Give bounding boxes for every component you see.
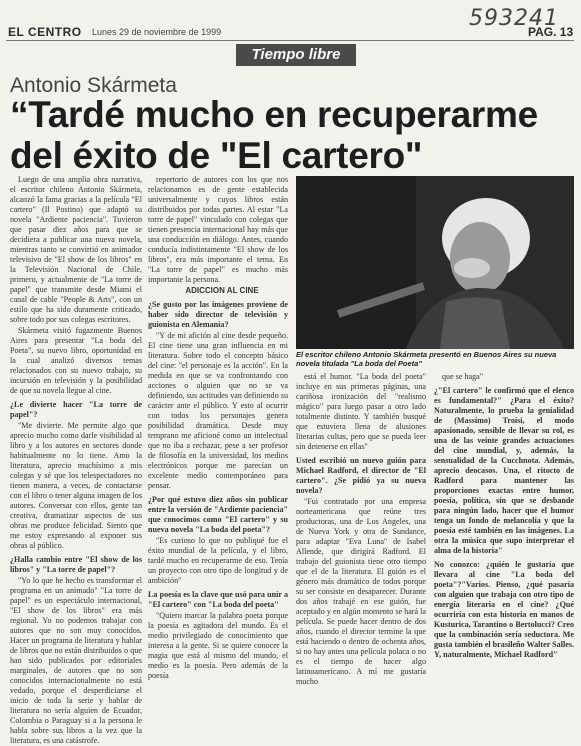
- article-column-4: [434, 372, 574, 659]
- article-column-1: [10, 175, 142, 745]
- author-portrait-illustration: [296, 176, 574, 349]
- paragraph: "Fui contratado por una empresa norteamericana que reúne tres productoras, una de Los Angeles, una de Nueva York y otra de Sundance, para adaptar "Eva Luna" de Isabel Allende, que dirigirá Radford. El trabajo del guionista tiene otro tiempo que el de la literatura. El guión es el género más dramático de todos porque su ser consiste en desaparecer. Durante dos años trabajé en ese guión, fue aceptado y en algún momento se hará la película. Se puede hacer dentro de dos años, cuando el director termine la que está haciendo o dentro de ochenta años, si no hay antes una película polaca o no es el tiempo de hacer algo latinoamericano. A mí me gustaría mucho: [296, 497, 426, 686]
- photo-caption: El escritor chileno Antonio Skármeta presentó en Buenos Aires su nueva novela titulada "La boda del Poeta": [296, 350, 557, 368]
- paragraph: "Quiero marcar la palabra poeta porque la poesía es agitadora del mundo. Es el medio privilegiado de conocimiento que interesa a la gente. Si se quiere conocer la magia que está al mismo del mundo, el medio es la poesía. Pero además de la poesía: [148, 611, 288, 680]
- subheading: ADICCION AL CINE: [185, 286, 259, 295]
- interview-question: Usted escribió un nuevo guión para Michael Radford, el director de "El cartero". ¿Se pidió ya su nueva novela?: [296, 456, 426, 495]
- interview-question: ¿Por qué estuvo diez años sin publicar entre la versión de "Ardiente paciencia" que conocimos como "El cartero" y su nueva novela "La boda del poeta"?: [148, 495, 288, 534]
- paragraph: "Yo lo que he hecho es transformar el programa en un animado" "La torre de papel" es un espectáculo internacional, "El show de los libros" era más regional. Yo no podemos trabajar con autores que no son muy conocidos. Hacer un programa de literatura y hablar de libros que no están distribuidos o que han sido publicados por editoriales marginales, de autores que no son conocidos internacionalmente no está vedado, porque el desperdiciarse el inicio de toda la serie y hablar de literatura no sería alguien de Ecuador, Colombia o Paraguay si a la persona le habla sobre sus libros a la vez que la literatura, es una catástrofe.: [10, 576, 142, 745]
- newspaper-name: EL CENTRO: [8, 25, 82, 39]
- paragraph: "Es curioso lo que no publiqué fue el éxito mundial de la película, y el libro, tardé mucho en recuperarme de eso. Tenía un proyecto con otro tipo de longitud y de ambición": [148, 536, 288, 585]
- paragraph: "Y de mi afición al cine desde pequeño. El cine tiene una gran influencia en mi literatura. Sobre todo el concepto básico del cine: "el personaje es la acción". En la medida en que se va confrontando con acciones o alguien que no se va definiendo, sus actitudes van definiendo su carácter ante el público. Y esto al ocurrir con todos los personajes genera posibilidad dramática. Desde muy temprano me aficioné como un intelectual que no iba a rechazar, pese a ser profesor de filosofía en la universidad, los medios electrónicos porque me parecían un excelente medio contemporáneo para pensar.: [148, 331, 288, 490]
- paragraph: que se haga": [442, 372, 484, 381]
- author-photo: [296, 176, 574, 349]
- article-author-subject: Antonio Skármeta: [10, 74, 177, 97]
- article-column-3: [296, 372, 426, 686]
- interview-question: ¿"El cartero" le confirmó que el elenco es fundamental?" ¿Para el éxito? Naturalmente, lo prueba la genialidad de (Massimo) Troisi, el modo apasionado, sensible de llevar su rol, es una de las veinte grandes actuaciones del cine mundial, y, además, la sensualidad de la Cucchnota. Además, aprecio deocasos. Una, el ritocto de Radford para mantener las proporciones exactas entre humor, poesía, política, sin que se desbande para ningún lado, hacer que el humor tenga un fondo de melancolía y que la poesía esté también en las imágenes. La otra la música que supo interpretar el alma de la historia": [434, 386, 574, 555]
- paragraph: "Me divierte. Me permite algo que aprecio mucho como darle visibilidad al libro y a los autores en sectores donde habitualmente no lo tiene. Amo la literatura, aprecio muchísimo a mis colegas y sé que los telespectadores no tienen manera, a veces, de contactarse con el libro o tener alguna imagen de los autores. Conversar con ellos, gente tan creativa, dramatizar aspectos de sus obras me produce felicidad. Siento que me estoy expresando al exponer sus obras al público.: [10, 421, 142, 550]
- paragraph: Skármeta visitó fugazmente Buenos Aires para presentar "La boda del Poeta", su nuevo libro, oportunidad en la cual analizó diversos temas relacionados con su nuevo trabajo, su incursión en televisión y la posibilidad de que su novela llegue al cine.: [10, 326, 142, 395]
- headline: “Tardé mucho en recuperarme del éxito de "El cartero": [10, 94, 538, 176]
- section-label: Tiempo libre: [236, 44, 356, 66]
- interview-question: No conozco: ¿quién le gustaría que llevara al cine "La boda del poeta"?"Varios. Pienso, ¿qué pasaría con alguien que trabaja con otro tipo de energía literaria en el cine? ¿Qué ocurriría con esta historia en manos de Kusturica, Tarantino o Bertolucci? Creo que la combinación sería seductora. Me gusta también el brasileño Walter Salles. Y, naturalmente, Michael Radford": [434, 560, 574, 659]
- paragraph: repertorio de autores con los que nos relacionamos es de gente establecida universalmente y cuyos libros están distribuidos por todas partes. Al estar "La torre de papel" vinculado con colegas que tienen presencia internacional hay más que una conducción en diálogo. Antes, cuando conducía indistintamente "El show de los libros", era más importante el tema. En "La torre de papel" es mucho más importante la persona.: [148, 175, 288, 284]
- issue-date: Lunes 29 de noviembre de 1999: [92, 27, 222, 37]
- masthead-divider: [6, 40, 574, 41]
- interview-question: ¿Se gusto por las imágenes proviene de haber sido director de televisión y guionista en Alemania?: [148, 300, 288, 329]
- page-number: PAG. 13: [528, 25, 574, 39]
- article-column-2: [148, 175, 288, 680]
- paragraph: está el humor. "La boda del poeta" incluye en sus primeras páginas, una cariñosa ironización del "realismo mágico" para luego pasar a otro lado totalmente distinto. Y también busqué que estuviera llena de alusiones literarias cultas, pero que se pueda leer sin detenerse en ellas": [296, 372, 426, 451]
- interview-question: La poesía es la clave que usó para unir a "El cartero" con "La boda del poeta": [148, 590, 288, 609]
- interview-question: ¿Le divierte hacer "La torre de papel"?: [10, 400, 142, 419]
- paragraph: Luego de una amplia obra narrativa, el escritor chileno Antonio Skármeta, alcanzó la fama gracias a la película "El cartero" (Il Postino) que adaptó su novela "Ardiente paciencia". Tuvieron que pasar diez años para que se decidiera a publicar una nueva novela, mientras tanto se convirtió en animador televisivo de "El show de los libros" en la Televisión Nacional de Chile, primero, y actualmente de "La torre de papel" que transmite desde Miami el canal de cable "People & Arts", con un estilo que ha sido duramente criticado, sobre todo por sus colegas escritores.: [10, 175, 142, 324]
- handwritten-archive-number: 593241: [469, 6, 559, 31]
- interview-question: ¿Halla cambio entre "El show de los libros" y "La torre de papel"?: [10, 555, 142, 574]
